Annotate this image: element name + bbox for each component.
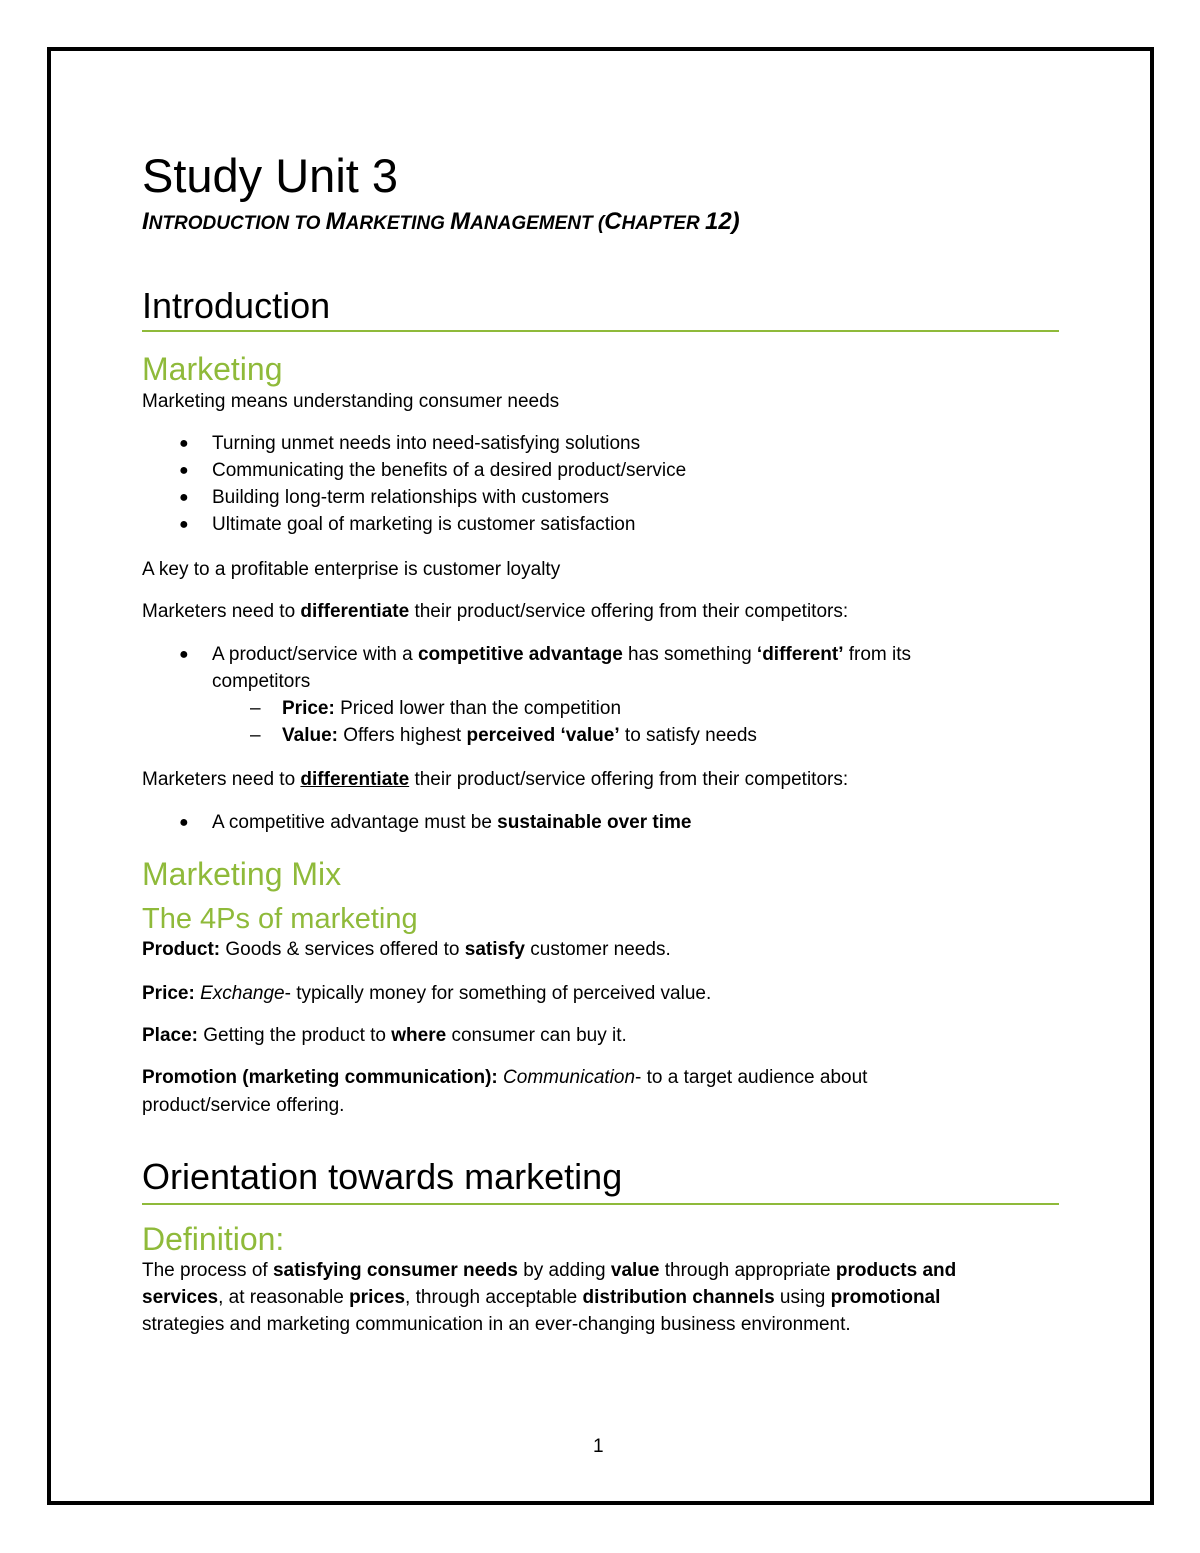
definition-line: strategies and marketing communication in an ever-changing business environment.: [142, 1314, 851, 1335]
heading-marketing: Marketing: [142, 351, 283, 387]
competitive-advantage-list: ● A product/service with a competitive advantage has something ‘different’ from its competitors – Price: Priced lower than the competition – Value: Offers highest perceived ‘value’ to satisfy needs: [142, 641, 1042, 751]
document-title: Study Unit 3: [142, 149, 399, 202]
differentiate-paragraph-2: Marketers need to differentiate their product/service offering from their competitors:: [142, 769, 849, 790]
place-definition: Place: Getting the product to where consumer can buy it.: [142, 1025, 627, 1046]
dash-icon: –: [250, 698, 261, 719]
price-definition: Price: Exchange- typically money for something of perceived value.: [142, 983, 712, 1004]
bullet-icon: ●: [179, 516, 189, 533]
key-sentence: A key to a profitable enterprise is customer loyalty: [142, 559, 561, 580]
dash-icon: –: [250, 725, 261, 746]
definition-line: The process of satisfying consumer needs by adding value through appropriate products and: [142, 1260, 957, 1281]
heading-definition: Definition:: [142, 1221, 285, 1257]
definition-line: services, at reasonable prices, through acceptable distribution channels using promotional: [142, 1287, 941, 1308]
heading-introduction: Introduction: [142, 285, 331, 326]
bullet-icon: ●: [179, 646, 189, 663]
bullet-icon: ●: [179, 489, 189, 506]
heading-marketing-mix: Marketing Mix: [142, 856, 342, 892]
heading-rule: [142, 1203, 1059, 1205]
marketing-lead: Marketing means understanding consumer needs: [142, 391, 560, 412]
differentiate-paragraph: Marketers need to differentiate their product/service offering from their competitors:: [142, 601, 849, 622]
bullet-icon: ●: [179, 435, 189, 452]
product-definition: Product: Goods & services offered to satisfy customer needs.: [142, 939, 671, 960]
marketing-bullet-list: ● Turning unmet needs into need-satisfying solutions ● Communicating the benefits of a desired product/service ● Building long-term relationships with customers ● Ultimate goal of marketing is customer satisfaction: [142, 430, 1042, 540]
heading-rule: [142, 330, 1059, 332]
page-number: 1: [593, 1436, 604, 1457]
document-subtitle: INTRODUCTION TO MARKETING MANAGEMENT (CHAPTER 12): [142, 208, 740, 235]
heading-orientation: Orientation towards marketing: [142, 1156, 623, 1197]
promotion-definition-line2: product/service offering.: [142, 1095, 345, 1116]
sustainable-list: ● A competitive advantage must be sustainable over time: [142, 809, 1042, 839]
promotion-definition: Promotion (marketing communication): Communication- to a target audience about: [142, 1067, 868, 1088]
bullet-icon: ●: [179, 814, 189, 831]
heading-4ps: The 4Ps of marketing: [142, 903, 418, 935]
bullet-icon: ●: [179, 462, 189, 479]
